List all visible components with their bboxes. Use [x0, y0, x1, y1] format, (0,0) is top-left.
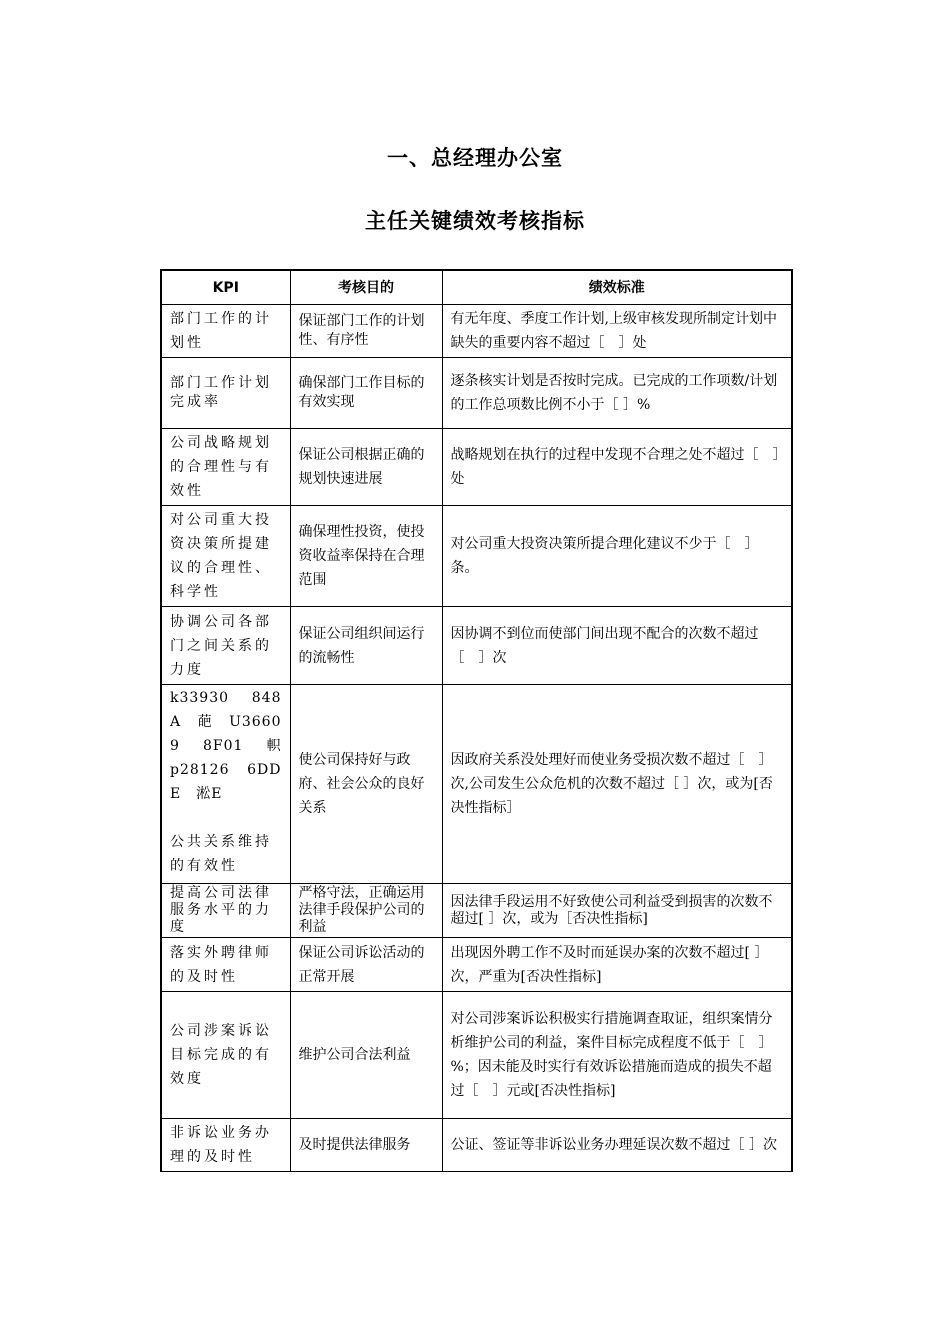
purpose-cell: 及时提供法律服务	[290, 1119, 442, 1172]
purpose-cell: 使公司保持好与政府、社会公众的良好关系	[290, 685, 442, 884]
table-row	[161, 685, 792, 884]
table-header-row	[161, 270, 792, 305]
kpi-table	[160, 269, 793, 1172]
kpi-cell: 非诉讼业务办理的及时性	[161, 1119, 290, 1172]
table-row	[161, 1119, 792, 1172]
purpose-cell: 保证公司组织间运行的流畅性	[290, 607, 442, 685]
page-heading: 一、总经理办公室	[387, 146, 563, 170]
standard-cell: 因法律手段运用不好致使公司利益受到损害的次数不超过[ ］次，或为［否决性指标]	[442, 884, 792, 938]
table-row	[161, 607, 792, 685]
purpose-cell: 保证部门工作的计划性、有序性	[290, 305, 442, 358]
kpi-cell: 提高公司法律服务水平的力度	[161, 884, 290, 938]
table-row	[161, 938, 792, 992]
table-row	[161, 358, 792, 429]
kpi-cell: 落实外聘律师的及时性	[161, 938, 290, 992]
header-standard: 绩效标准	[442, 270, 792, 305]
kpi-code-text: k33930 848A 葩 U36609 8F01 軹 p28126 6DDE 淞E	[170, 690, 297, 802]
kpi-text: 公共关系维持的有效性	[170, 834, 272, 874]
kpi-cell: 对公司重大投资决策所提建议的合理性、科学性	[161, 506, 290, 607]
header-kpi: KPI	[161, 270, 290, 305]
standard-cell: 出现因外聘工作不及时而延误办案的次数不超过[ ］次，严重为[否决性指标]	[442, 938, 792, 992]
kpi-cell: 部门工作计划完成率	[161, 358, 290, 429]
standard-cell: 因政府关系没处理好而使业务受损次数不超过［ ］次,公司发生公众危机的次数不超过［ ］次，或为[否决性指标］	[442, 685, 792, 884]
kpi-cell: 公司战略规划的合理性与有效性	[161, 429, 290, 506]
standard-cell: 对公司涉案诉讼积极实行措施调查取证，组织案情分析维护公司的利益，案件目标完成程度不低于［ ］%；因未能及时实行有效诉讼措施而造成的损失不超过［ ］元或[否决性指标]	[442, 992, 792, 1119]
table-row	[161, 305, 792, 358]
standard-cell: 对公司重大投资决策所提合理化建议不少于［ ］条。	[442, 506, 792, 607]
header-purpose: 考核目的	[290, 270, 442, 305]
standard-cell: 逐条核实计划是否按时完成。已完成的工作项数/计划的工作总项数比例不小于［ ］%	[442, 358, 792, 429]
purpose-cell: 确保部门工作目标的有效实现	[290, 358, 442, 429]
table-row	[161, 992, 792, 1119]
kpi-cell: 协调公司各部门之间关系的力度	[161, 607, 290, 685]
purpose-cell: 维护公司合法利益	[290, 992, 442, 1119]
purpose-cell: 确保理性投资，使投资收益率保持在合理范围	[290, 506, 442, 607]
table-row	[161, 429, 792, 506]
purpose-cell: 保证公司诉讼活动的正常开展	[290, 938, 442, 992]
table-row	[161, 884, 792, 938]
kpi-cell: 公司涉案诉讼目标完成的有效度	[161, 992, 290, 1119]
page-subheading: 主任关键绩效考核指标	[365, 209, 585, 233]
standard-cell: 战略规划在执行的过程中发现不合理之处不超过［ ］处	[442, 429, 792, 506]
purpose-cell: 严格守法，正确运用法律手段保护公司的利益	[290, 884, 442, 938]
purpose-cell: 保证公司根据正确的规划快速进展	[290, 429, 442, 506]
standard-cell: 因协调不到位而使部门间出现不配合的次数不超过［ ］次	[442, 607, 792, 685]
kpi-cell	[161, 685, 297, 884]
standard-cell: 公证、签证等非诉讼业务办理延误次数不超过［ ］次	[442, 1119, 792, 1172]
standard-cell: 有无年度、季度工作计划,上级审核发现所制定计划中缺失的重要内容不超过［ ］处	[442, 305, 792, 358]
table-row	[161, 506, 792, 607]
kpi-cell: 部门工作的计划性	[161, 305, 290, 358]
